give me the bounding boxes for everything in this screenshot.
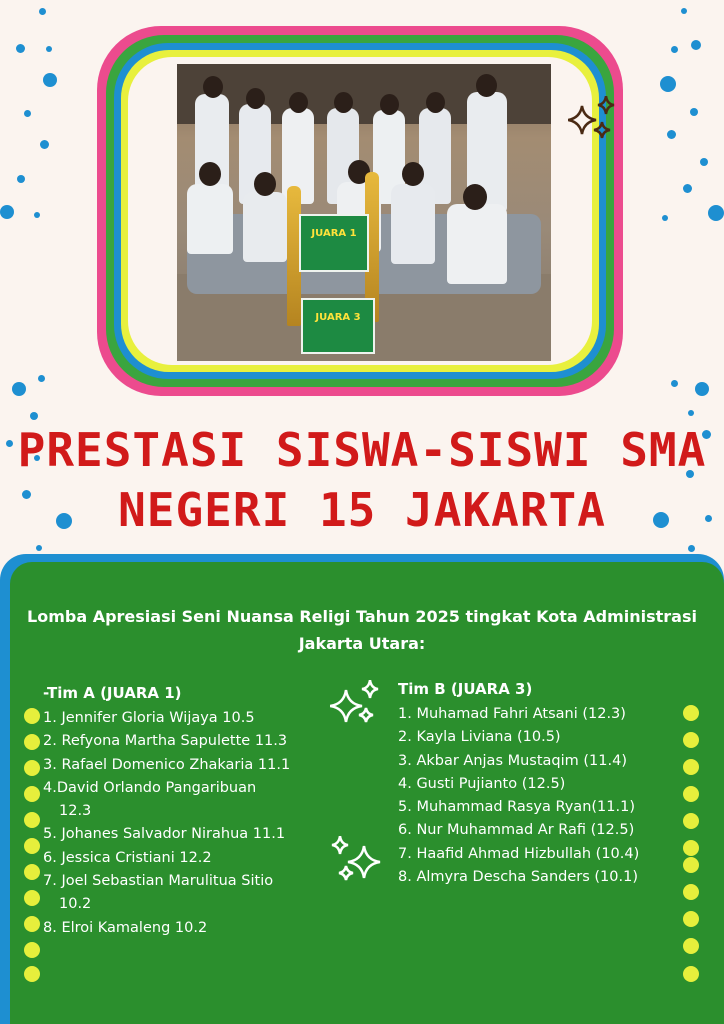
list-item: 10.2 bbox=[59, 896, 92, 913]
list-item: 7. Haafid Ahmad Hizbullah (10.4) bbox=[398, 845, 640, 862]
list-item: 1. Jennifer Gloria Wijaya 10.5 bbox=[43, 710, 255, 726]
list-item: 5. Muhammad Rasya Ryan(11.1) bbox=[398, 799, 635, 816]
list-item: 3. Akbar Anjas Mustaqim (11.4) bbox=[398, 752, 627, 769]
sparkle-icon bbox=[568, 96, 620, 146]
list-item: 1. Muhamad Fahri Atsani (12.3) bbox=[398, 706, 626, 722]
list-item: 6. Nur Muhammad Ar Rafi (12.5) bbox=[398, 822, 635, 839]
list-item: 12.3 bbox=[59, 803, 92, 820]
sparkle-icon bbox=[330, 680, 382, 728]
list-item: 8. Elroi Kamaleng 10.2 bbox=[43, 919, 208, 936]
team-a-heading: -Tim A (JUARA 1) bbox=[43, 684, 182, 702]
list-item: 2. Refyona Martha Sapulette 11.3 bbox=[43, 733, 288, 750]
plaque-juara-1 bbox=[299, 214, 369, 272]
list-item: 2. Kayla Liviana (10.5) bbox=[398, 729, 561, 746]
event-description bbox=[0, 603, 724, 657]
title-line-2: NEGERI 15 JAKARTA bbox=[118, 483, 606, 537]
team-b-list bbox=[398, 703, 639, 889]
title-line-1: PRESTASI SISWA-SISWI SMA bbox=[17, 423, 707, 477]
team-b-heading: Tim B (JUARA 3) bbox=[398, 680, 533, 698]
event-line-1: Lomba Apresiasi Seni Nuansa Religi Tahun 2025 tingkat Kota Administrasi bbox=[27, 607, 697, 626]
page-title bbox=[0, 420, 724, 540]
list-item: 8. Almyra Descha Sanders (10.1) bbox=[398, 869, 638, 886]
list-item: 4. Gusti Pujianto (12.5) bbox=[398, 775, 566, 792]
team-photo bbox=[177, 64, 551, 361]
event-line-2: Jakarta Utara: bbox=[298, 634, 426, 653]
list-item: 5. Johanes Salvador Nirahua 11.1 bbox=[43, 826, 286, 843]
plaque-juara-3-label: JUARA 3 bbox=[315, 312, 361, 323]
team-a-list bbox=[43, 707, 290, 940]
list-item: 6. Jessica Cristiani 12.2 bbox=[43, 849, 212, 866]
plaque-juara-1-label: JUARA 1 bbox=[311, 228, 357, 239]
list-item: 7. Joel Sebastian Marulitua Sitio bbox=[43, 873, 274, 890]
list-item: 3. Rafael Domenico Zhakaria 11.1 bbox=[43, 756, 291, 773]
plaque-juara-3 bbox=[301, 298, 375, 354]
sparkle-icon bbox=[330, 836, 382, 888]
list-item: 4.David Orlando Pangaribuan bbox=[43, 779, 257, 796]
